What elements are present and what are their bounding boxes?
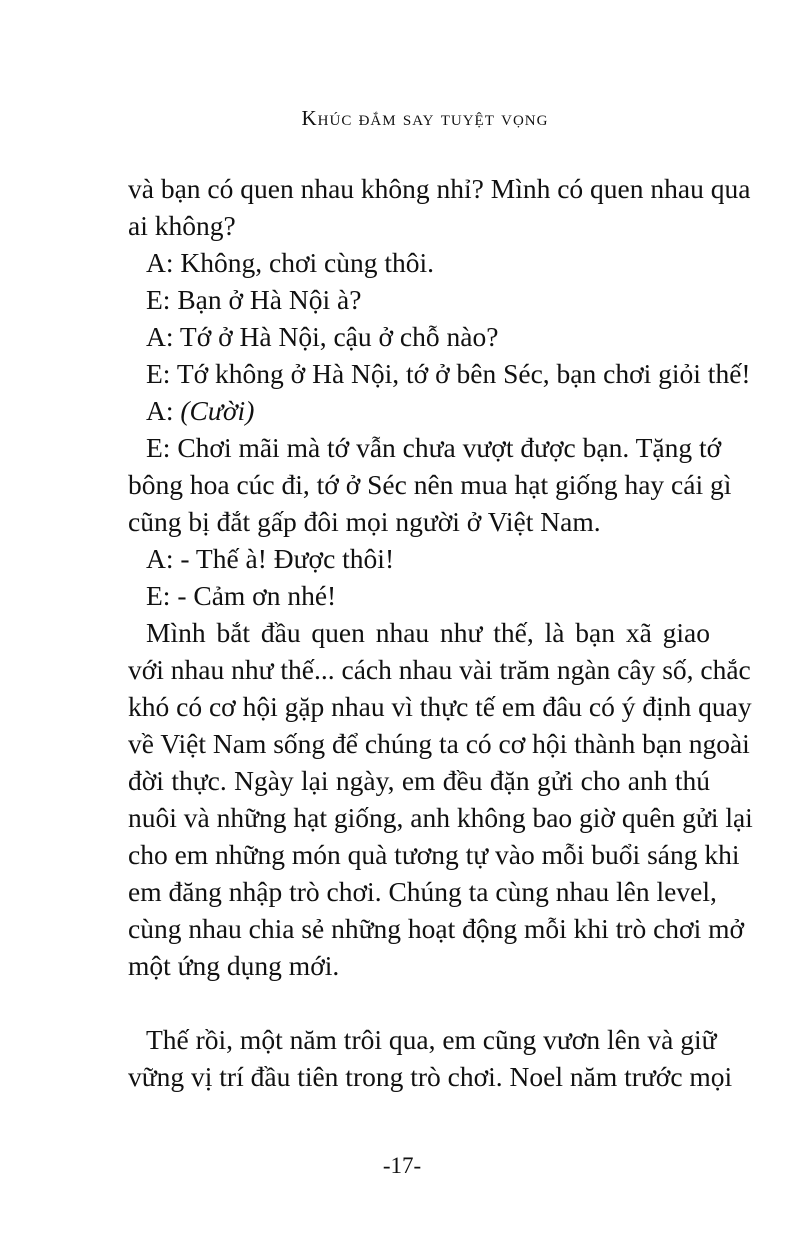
dialogue-text: Tớ không ở Hà Nội, tớ ở bên Séc, bạn chơi giỏi thế! [176,358,751,389]
dialogue-line: E: - Cảm ơn nhé! [146,580,337,611]
text-line: khó có cơ hội gặp nhau vì thực tế em đâu có ý định quay [128,691,752,722]
speaker: A: [146,247,174,278]
text-line: Mình bắt đầu quen nhau như thế, là bạn xã giao [146,617,710,648]
text-line: Thế rồi, một năm trôi qua, em cũng vươn lên và giữ [146,1024,717,1055]
text-line: đời thực. Ngày lại ngày, em đều đặn gửi cho anh thú [128,765,710,796]
dialogue-text: Bạn ở Hà Nội à? [177,284,362,315]
text-line: cho em những món quà tương tự vào mỗi buổi sáng khi [128,839,740,870]
body-text [128,170,753,1095]
speaker: E: [146,358,171,389]
dialogue-line: A: - Thế à! Được thôi! [146,543,395,574]
paragraph-gap [146,984,710,1021]
text-line: vững vị trí đầu tiên trong trò chơi. Noel năm trước mọi [128,1061,733,1092]
text-line: một ứng dụng mới. [128,950,340,981]
dialogue-emphasis: (Cười) [180,395,255,426]
text-line: ai không? [128,210,236,241]
dialogue-text: Tớ ở Hà Nội, cậu ở chỗ nào? [179,321,499,352]
speaker: E: [146,284,171,315]
dialogue-line [146,392,710,429]
page-number: -17- [382,1153,422,1178]
text-line: em đăng nhập trò chơi. Chúng ta cùng nhau lên level, [128,876,717,907]
text-line: E: Chơi mãi mà tớ vẫn chưa vượt được bạn. Tặng tớ [146,432,722,463]
speaker: A: [146,321,174,352]
running-head: Khúc đắm say tuyệt vọng [301,106,549,130]
text-line: với nhau như thế... cách nhau vài trăm ngàn cây số, chắc [128,654,751,685]
speaker: A: [146,395,174,426]
text-line: và bạn có quen nhau không nhỉ? Mình có quen nhau qua [128,173,751,204]
text-line: cũng bị đắt gấp đôi mọi người ở Việt Nam. [128,506,601,537]
dialogue-text: Không, chơi cùng thôi. [180,247,434,278]
dialogue-line [146,355,751,392]
dialogue-line [146,318,710,355]
dialogue-line [146,281,710,318]
text-line: bông hoa cúc đi, tớ ở Séc nên mua hạt giống hay cái gì [128,469,732,500]
dialogue-line [146,244,710,281]
text-line: nuôi và những hạt giống, anh không bao giờ quên gửi lại [128,802,753,833]
text-line: về Việt Nam sống để chúng ta có cơ hội thành bạn ngoài [128,728,750,759]
text-line: cùng nhau chia sẻ những hoạt động mỗi khi trò chơi mở [128,913,745,944]
